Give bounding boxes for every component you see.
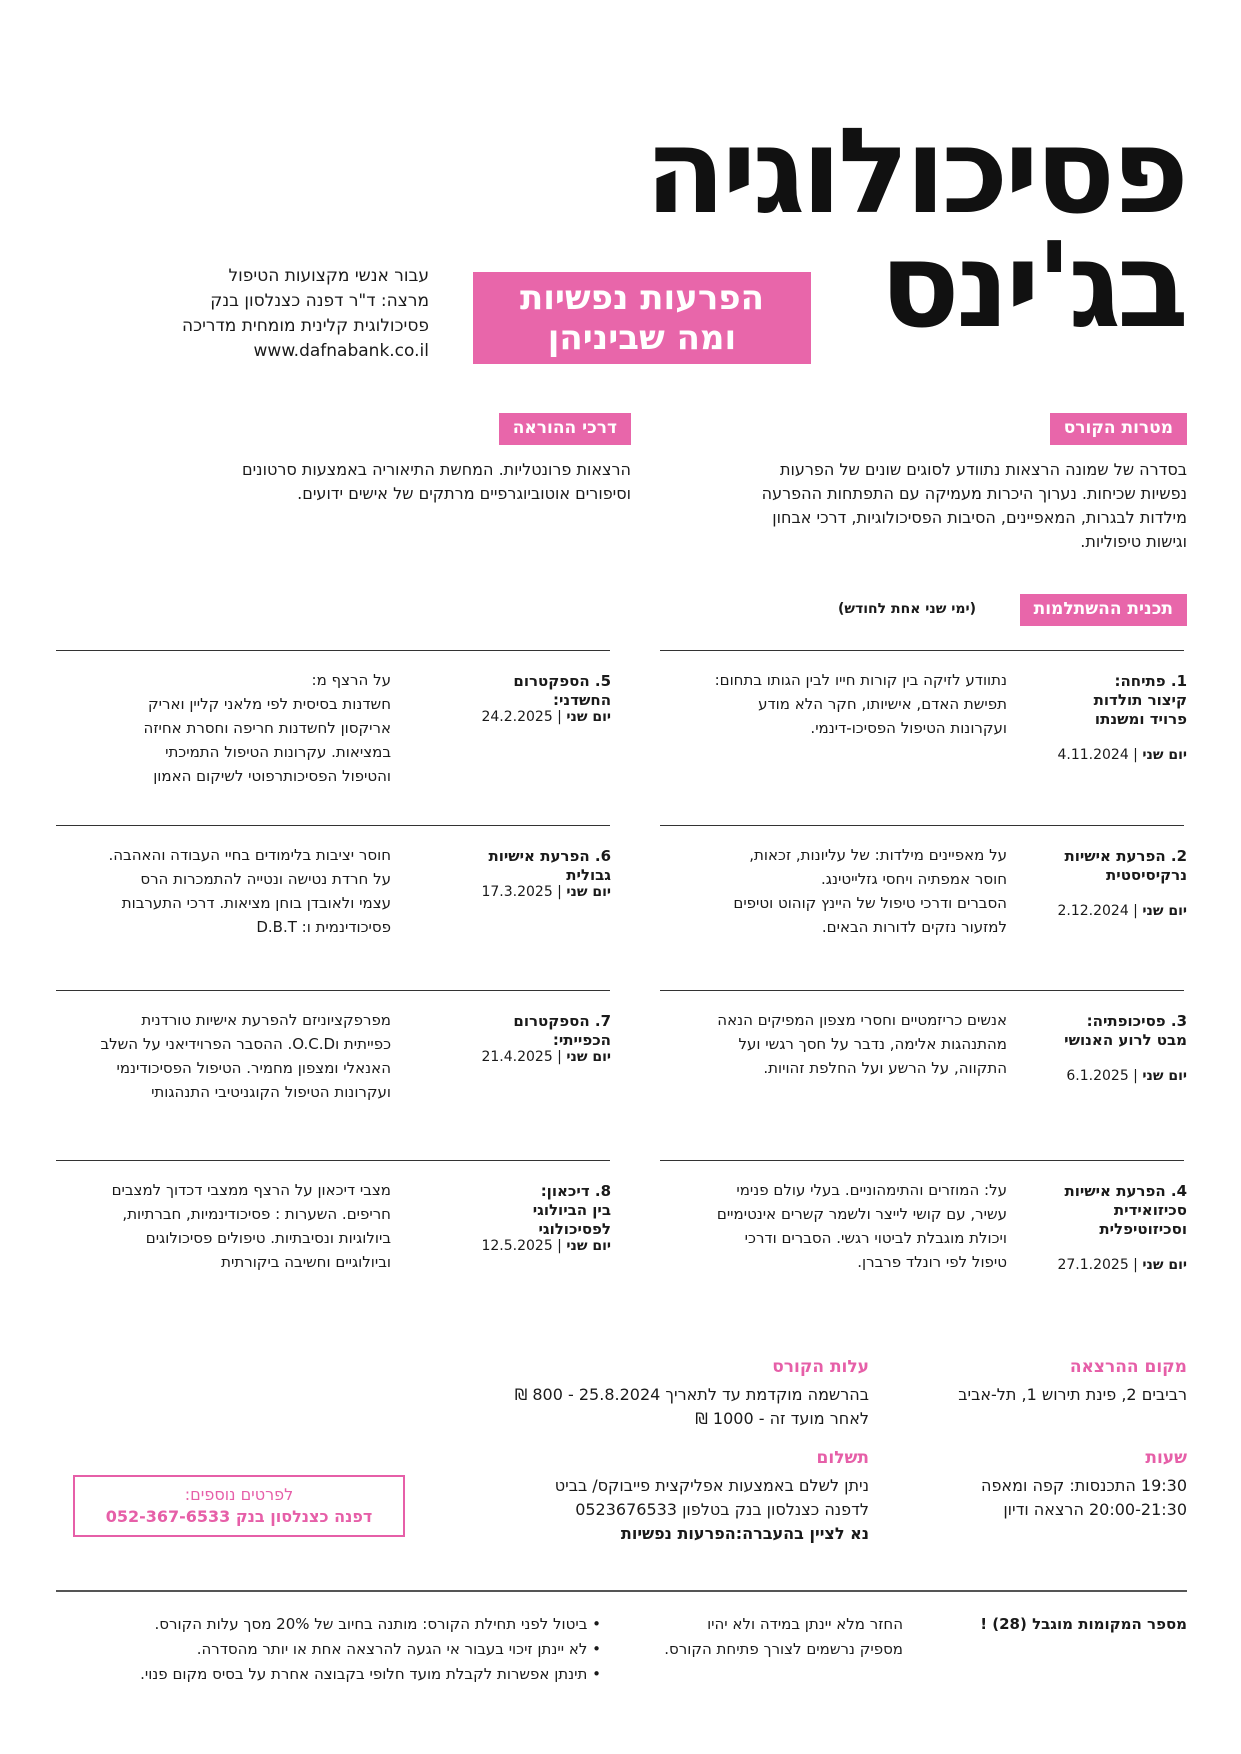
subtitle-box xyxy=(473,272,811,364)
session-date-value: 17.3.2025 xyxy=(481,884,553,900)
program-heading: תכנית ההשתלמות xyxy=(1020,594,1187,626)
venue-heading: מקום ההרצאה xyxy=(1069,1357,1187,1377)
contact-box xyxy=(73,1475,405,1537)
session-description-line: ועקרונות הטיפול הפסיכו-דינמי. xyxy=(810,719,1007,737)
session-description xyxy=(71,668,391,788)
session-description xyxy=(687,843,1007,939)
hours-text xyxy=(981,1474,1187,1522)
goals-line: נפשיות שכיחות. נערוך היכרות מעמיקה עם התפתחות ההפרעה xyxy=(761,484,1187,503)
refund-line: החזר מלא יינתן במידה ולא יהיו xyxy=(707,1615,903,1633)
session-description-line: ועקרונות הטיפול הקוגניטיבי התנהגותי xyxy=(151,1083,391,1101)
cost-line: בהרשמה מוקדמת עד לתאריך 25.8.2024 - 800 ₪ xyxy=(514,1385,869,1404)
main-title-line2: בג'ינס xyxy=(879,216,1185,354)
session-description xyxy=(71,1008,391,1104)
session-date-value: 24.2.2025 xyxy=(481,709,553,725)
payment-note: נא לציין בהעברה:הפרעות נפשיות xyxy=(620,1524,869,1543)
session-date-value: 6.1.2025 xyxy=(1066,1068,1129,1084)
session-title-line: 2. הפרעת אישיות xyxy=(1064,847,1187,865)
session-description xyxy=(687,1008,1007,1080)
audience-line: עבור אנשי מקצועות הטיפול xyxy=(228,266,429,286)
teaching-line: הרצאות פרונטליות. המחשת התיאוריה באמצעות סרטונים xyxy=(241,460,631,479)
payment-heading: תשלום xyxy=(816,1448,869,1468)
session-description-line: וביולוגיים וחשיבה ביקורתית xyxy=(221,1253,391,1271)
policy-item: • לא יינתן זיכוי בעבור אי הגעה להרצאה אחת או יותר מהסדרה. xyxy=(140,1637,601,1662)
session-date xyxy=(1057,747,1187,763)
session-title xyxy=(461,672,611,710)
goals-text xyxy=(727,458,1187,554)
date-separator: | xyxy=(552,1238,567,1254)
session-title-line: 5. הספקטרום החשדני: xyxy=(513,672,611,709)
date-separator: | xyxy=(552,709,567,725)
session-description-line: חשדנות בסיסית לפי מלאני קליין ואריק xyxy=(147,695,391,713)
policy-item: • תינתן אפשרות לקבלת מועד חלופי בקבוצה אחרת על בסיס מקום פנוי. xyxy=(140,1662,601,1687)
teaching-line: וסיפורים אוטוביוגרפיים מרתקים של אישים ידועים. xyxy=(297,484,631,503)
contact-phone[interactable]: דפנה כצנלסון בנק 052-367-6533 xyxy=(105,1507,373,1526)
session-divider xyxy=(660,650,1184,651)
session-title xyxy=(1037,672,1187,729)
main-title-line1: פסיכולוגיה xyxy=(644,102,1185,240)
session-day: יום שני xyxy=(1142,747,1187,763)
session-description-line: ביולוגיות ונסיבתיות. טיפולים פסיכולוגים xyxy=(145,1229,391,1247)
session-description-line: במציאות. עקרונות הטיפול התמיכתי xyxy=(165,743,391,761)
session-title-line: 6. הפרעת אישיות גבולית xyxy=(488,847,611,884)
session-description-line: אנשים כריזמטיים וחסרי מצפון המפיקים הנאה xyxy=(717,1011,1007,1029)
session-divider xyxy=(56,1160,610,1161)
session-description-line: טיפול לפי רונלד פרברן. xyxy=(857,1253,1007,1271)
date-separator: | xyxy=(1128,1068,1143,1084)
session-date xyxy=(481,709,611,725)
session-description-line: על: המוזרים והתימהוניים. בעלי עולם פנימי xyxy=(736,1181,1007,1199)
goals-line: בסדרה של שמונה הרצאות נתוודע לסוגים שונים של הפרעות xyxy=(779,460,1187,479)
session-title-line: 7. הספקטרום הכפייתי: xyxy=(513,1012,611,1049)
session-title-line: סכיזואידית xyxy=(1113,1201,1187,1219)
hours-line: 19:30 התכנסות: קפה ומאפה xyxy=(980,1476,1187,1495)
session-description xyxy=(687,1178,1007,1274)
lecturer-title: פסיכולוגית קלינית מומחית מדריכה xyxy=(182,316,429,336)
program-note: (ימי שני אחת לחודש) xyxy=(838,601,976,617)
session-divider xyxy=(660,990,1184,991)
session-description-line: הסברים ודרכי טיפול של היינץ קוהוט וטיפים xyxy=(733,894,1007,912)
policy-item: • ביטול לפני תחילת הקורס: מותנה בחיוב של 20% מסך עלות הקורס. xyxy=(140,1612,601,1637)
session-day: יום שני xyxy=(566,709,611,725)
session-date-value: 21.4.2025 xyxy=(481,1049,553,1065)
session-title-line: מבט לרוע האנושי xyxy=(1064,1031,1187,1049)
subtitle-line1: הפרעות נפשיות xyxy=(519,278,765,318)
session-date xyxy=(1057,1257,1187,1273)
session-title-line: 3. פסיכופתיה: xyxy=(1086,1012,1187,1030)
session-divider xyxy=(56,990,610,991)
session-date xyxy=(481,1049,611,1065)
session-title xyxy=(461,1182,611,1239)
session-description-line: חוסר יציבות בלימודים בחיי העבודה והאהבה. xyxy=(108,846,391,864)
session-description-line: מצבי דיכאון על הרצף ממצבי דכדוך למצבים xyxy=(111,1181,391,1199)
session-description-line: והטיפול הפסיכותרפוטי לשיקום האמון xyxy=(153,767,391,785)
session-title-line: פרויד ומשנתו xyxy=(1094,710,1187,728)
session-title xyxy=(1037,1182,1187,1239)
goals-line: וגישות טיפוליות. xyxy=(1080,532,1187,551)
session-date-value: 4.11.2024 xyxy=(1057,747,1129,763)
session-title-line: 4. הפרעת אישיות xyxy=(1064,1182,1187,1200)
session-day: יום שני xyxy=(1142,903,1187,919)
session-title-line: וסכיזוטיפלית xyxy=(1099,1220,1187,1238)
places-limit: מספר המקומות מוגבל (28) ! xyxy=(980,1615,1187,1633)
cancellation-policy xyxy=(140,1612,601,1687)
session-description-line: על הרצף מ: xyxy=(311,671,391,689)
session-description-line: למזעור נזקים לדורות הבאים. xyxy=(821,918,1007,936)
session-day: יום שני xyxy=(566,1238,611,1254)
session-date xyxy=(1057,903,1187,919)
session-title-line: נרקיסיסטית xyxy=(1106,866,1187,884)
date-separator: | xyxy=(1128,747,1143,763)
session-date-value: 2.12.2024 xyxy=(1057,903,1129,919)
date-separator: | xyxy=(552,1049,567,1065)
session-description-line: כפייתית וO.C.D. ההסבר הפרוידיאני על השלב xyxy=(100,1035,391,1053)
session-description-line: חריפים. השערות : פסיכודינמיות, חברתיות, xyxy=(122,1205,391,1223)
session-description-line: התקווה, על הרשע ועל החלפת זהויות. xyxy=(763,1059,1007,1077)
hours-line: 20:00-21:30 הרצאה ודיון xyxy=(1003,1500,1187,1519)
session-day: יום שני xyxy=(566,1049,611,1065)
refund-note xyxy=(664,1612,903,1662)
session-title xyxy=(1037,847,1187,885)
cost-line: לאחר מועד זה - 1000 ₪ xyxy=(695,1409,869,1428)
cost-heading: עלות הקורס xyxy=(772,1357,869,1377)
website-link[interactable]: www.dafnabank.co.il xyxy=(253,341,429,361)
session-title-line: בין הביולוגי לפסיכולוגי xyxy=(532,1201,611,1238)
session-date xyxy=(1066,1068,1187,1084)
session-description-line: האנאלי ומצפון מחמיר. הטיפול הפסיכודינמי xyxy=(116,1059,391,1077)
lecturer-info xyxy=(129,264,429,364)
goals-line: מילדות לבגרות, המאפיינים, הסיבות הפסיכולוגיות, דרכי אבחון xyxy=(772,508,1187,527)
lecturer-name: מרצה: ד"ר דפנה כצנלסון בנק xyxy=(210,291,429,311)
venue-text: רביבים 2, פינת תירוש 1, תל-אביב xyxy=(958,1385,1187,1404)
goals-heading: מטרות הקורס xyxy=(1050,413,1187,445)
session-description-line: מהתנהגות אלימה, נדבר על חסך רגשי ועל xyxy=(738,1035,1007,1053)
payment-text xyxy=(555,1474,869,1546)
session-description xyxy=(71,843,391,939)
refund-line: מספיק נרשמים לצורך פתיחת הקורס. xyxy=(664,1640,903,1658)
session-day: יום שני xyxy=(1142,1068,1187,1084)
session-date-value: 12.5.2025 xyxy=(481,1238,553,1254)
date-separator: | xyxy=(1128,903,1143,919)
subtitle-line2: ומה שביניהן xyxy=(547,318,737,358)
session-title xyxy=(461,847,611,885)
session-description-line: ויכולת מוגבלת לביטוי רגשי. הסברים ודרכי xyxy=(744,1229,1007,1247)
session-title-line: 8. דיכאון: xyxy=(540,1182,611,1200)
session-description-line: עשיר, עם קושי לייצר ולשמר קשרים אינטימיים xyxy=(716,1205,1007,1223)
session-description-line: מפרפקציוניזם להפרעת אישיות טורדנית xyxy=(141,1011,391,1029)
session-divider xyxy=(660,1160,1184,1161)
payment-line: לדפנה כצנלסון בנק בטלפון 0523676533 xyxy=(575,1500,869,1519)
date-separator: | xyxy=(1128,1257,1143,1273)
session-day: יום שני xyxy=(566,884,611,900)
session-description-line: נתוודע לזיקה בין קורות חייו לבין הגותו בתחום: xyxy=(714,671,1007,689)
session-divider xyxy=(56,825,610,826)
teaching-text xyxy=(171,458,631,506)
session-date-value: 27.1.2025 xyxy=(1057,1257,1129,1273)
hours-heading: שעות xyxy=(1145,1448,1187,1468)
session-day: יום שני xyxy=(1142,1257,1187,1273)
session-description xyxy=(687,668,1007,740)
session-description-line: על חרדת נטישה ונטייה להתמכרות הרס xyxy=(140,870,391,888)
cost-text xyxy=(515,1383,869,1431)
session-divider xyxy=(56,650,610,651)
session-divider xyxy=(660,825,1184,826)
session-description-line: פסיכודינמית ו: D.B.T xyxy=(256,918,391,936)
session-title xyxy=(461,1012,611,1050)
session-description-line: אריקסון לחשדנות חריפה וחסרת אחיזה xyxy=(143,719,391,737)
footer-divider xyxy=(56,1590,1187,1592)
session-title-line: קיצור תולדות xyxy=(1093,691,1187,709)
session-title xyxy=(1037,1012,1187,1050)
contact-label: לפרטים נוספים: xyxy=(184,1485,294,1504)
session-date xyxy=(481,1238,611,1254)
date-separator: | xyxy=(552,884,567,900)
session-date xyxy=(481,884,611,900)
session-description xyxy=(71,1178,391,1274)
teaching-heading: דרכי ההוראה xyxy=(499,413,631,445)
session-description-line: עצמי ולאובדן בוחן מציאות. דרכי התערבות xyxy=(121,894,391,912)
session-description-line: חוסר אמפתיה ויחסי גזלייטינג. xyxy=(821,870,1007,888)
payment-line: ניתן לשלם באמצעות אפליקצית פייבוקס/ בביט xyxy=(554,1476,869,1495)
session-title-line: 1. פתיחה: xyxy=(1114,672,1187,690)
session-description-line: תפישת האדם, אישיותו, חקר הלא מודע xyxy=(758,695,1007,713)
session-description-line: על מאפיינים מילדות: של עליונות, זכאות, xyxy=(749,846,1007,864)
